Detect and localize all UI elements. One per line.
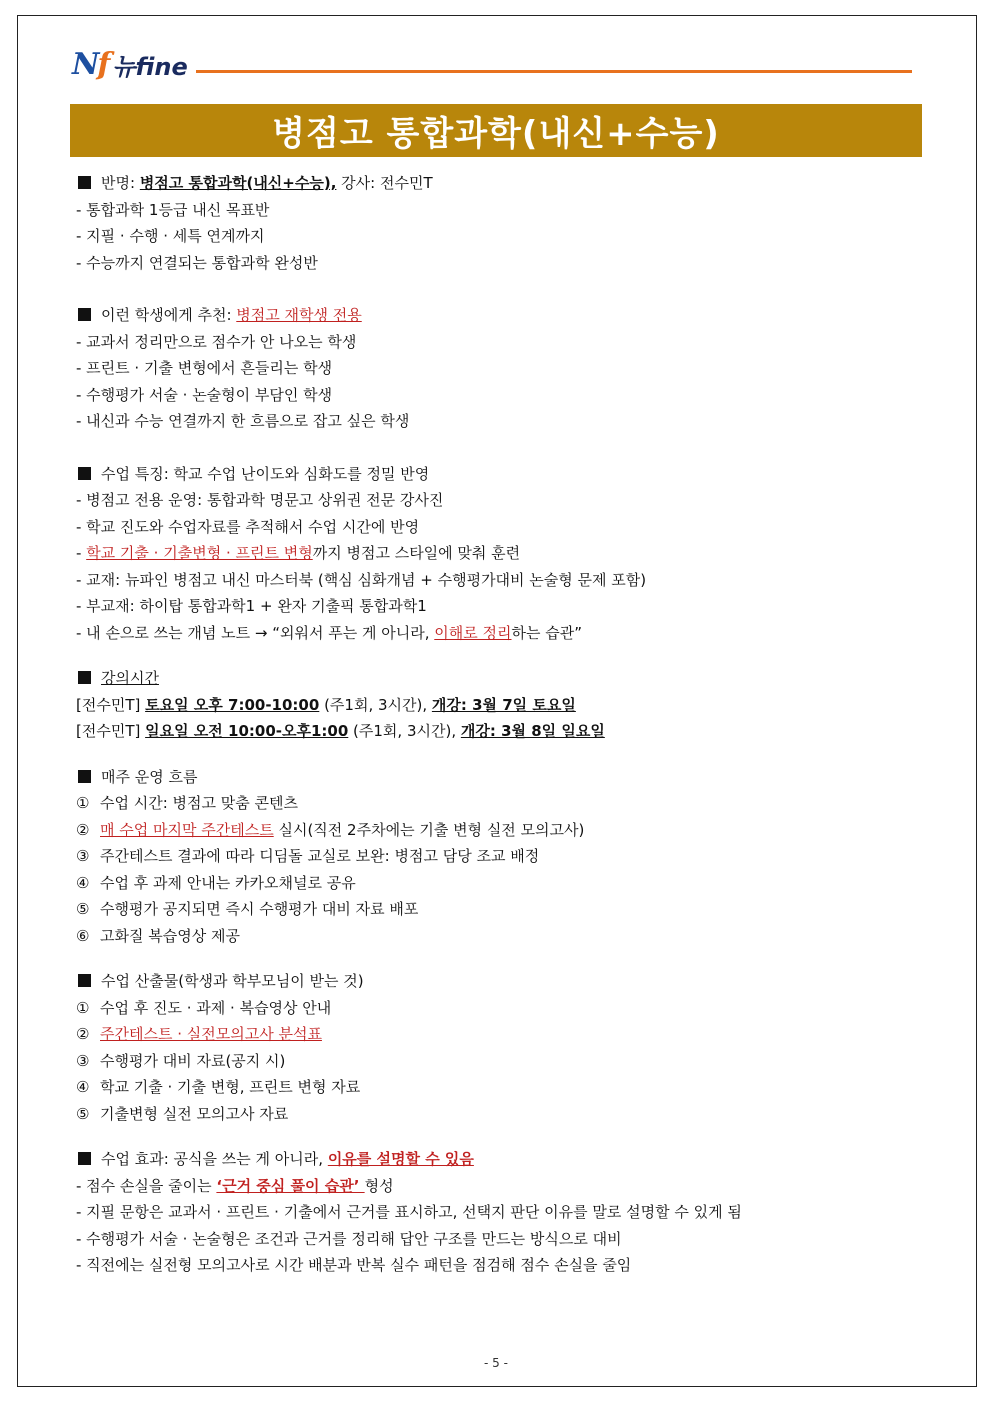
list-item: - 통합과학 1등급 내신 목표반 [76, 200, 270, 219]
recommend-highlight: 병점고 재학생 전용 [236, 306, 362, 324]
item-highlight: 주간테스트 · 실전모의고사 분석표 [100, 1025, 322, 1043]
item-text: 수행평가 대비 자료(공지 시) [100, 1051, 286, 1070]
schedule-time: 일요일 오전 10:00-오후1:00 [145, 722, 349, 740]
list-item [76, 817, 936, 844]
item-number: ① [76, 998, 90, 1017]
section-heading-class [76, 170, 936, 197]
item-highlight: 이해로 정리 [434, 623, 512, 642]
square-bullet-icon [78, 974, 91, 987]
list-item [76, 1048, 936, 1075]
list-item: - 학교 진도와 수업자료를 추적해서 수업 시간에 반영 [76, 517, 420, 536]
list-item: - 부교재: 하이탑 통합과학1 + 완자 기출픽 통합과학1 [76, 597, 427, 615]
section-heading-recommend [76, 302, 936, 329]
heading-text: 강의시간 [101, 669, 159, 687]
item-prefix: - 점수 손실을 줄이는 [76, 1176, 217, 1195]
item-number: ① [76, 794, 90, 812]
page-number: - 5 - [484, 1356, 508, 1370]
item-number: ② [76, 1025, 90, 1043]
item-number: ③ [76, 847, 90, 865]
list-item: - 지필 문항은 교과서 · 프린트 · 기출에서 근거를 표시하고, 선택지 판단 이유를 말로 설명할 수 있게 됨 [76, 1203, 742, 1221]
section-heading-features [76, 461, 936, 488]
list-item [76, 540, 936, 567]
item-number: ② [76, 820, 90, 839]
item-prefix: - [76, 544, 87, 562]
logo-mark [72, 47, 108, 82]
document-body [76, 170, 936, 1279]
section-heading-outputs [76, 968, 936, 995]
heading-text: 수업 특징: 학교 수업 난이도와 심화도를 정밀 반영 [101, 464, 430, 483]
logo-text: 뉴fine [112, 52, 188, 81]
list-item: - 수행평가 서술 · 논술형이 부담인 학생 [76, 385, 333, 404]
list-item: - 프린트 · 기출 변형에서 흔들리는 학생 [76, 359, 333, 377]
schedule-teacher: [전수민T] [76, 695, 146, 714]
list-item: - 교과서 정리만으로 점수가 안 나오는 학생 [76, 332, 357, 351]
square-bullet-icon [78, 308, 91, 321]
list-item [76, 620, 936, 647]
instructor-label: 강사: 전수민T [336, 174, 433, 192]
list-item: - 직전에는 실전형 모의고사로 시간 배분과 반복 실수 패턴을 점검해 점수 손실을 줄임 [76, 1256, 632, 1274]
item-text: 수업 후 진도 · 과제 · 복습영상 안내 [100, 998, 332, 1017]
logo-mark-f: f [97, 46, 109, 82]
list-item [76, 1101, 936, 1128]
item-text: 수업 후 과제 안내는 카카오채널로 공유 [100, 873, 356, 892]
schedule-row [76, 692, 936, 719]
heading-text: 매주 운영 흐름 [101, 767, 198, 786]
header-divider [196, 70, 912, 73]
item-highlight: 매 수업 마지막 주간테스트 [100, 820, 274, 839]
heading-prefix: 수업 효과: 공식을 쓰는 게 아니라, [101, 1150, 328, 1168]
item-text: 수행평가 공지되면 즉시 수행평가 대비 자료 배포 [100, 900, 419, 918]
item-highlight: ‘근거 중심 풀이 습관’ [216, 1176, 365, 1195]
item-number: ④ [76, 873, 90, 892]
list-item: - 지필 · 수행 · 세특 연계까지 [76, 227, 265, 245]
item-text: 실시(직전 2주차에는 기출 변형 실전 모의고사) [273, 820, 585, 839]
list-item [76, 923, 936, 950]
schedule-time: 토요일 오후 7:00-10:00 [145, 695, 320, 714]
section-heading-effect [76, 1146, 936, 1173]
list-item [76, 896, 936, 923]
list-item [76, 870, 936, 897]
item-number: ④ [76, 1078, 90, 1096]
title-banner [70, 104, 922, 157]
list-item [76, 1074, 936, 1101]
heading-highlight: 이유를 설명할 수 있음 [327, 1150, 474, 1168]
item-number: ⑤ [76, 1104, 90, 1123]
square-bullet-icon [78, 467, 91, 480]
list-item: - 병점고 전용 운영: 통합과학 명문고 상위권 전문 강사진 [76, 491, 444, 509]
heading-text: 수업 산출물(학생과 학부모님이 받는 것) [101, 972, 364, 990]
list-item: - 수행평가 서술 · 논술형은 조건과 근거를 정리해 답안 구조를 만드는 방식으로 대비 [76, 1229, 622, 1248]
list-item [76, 790, 936, 817]
square-bullet-icon [78, 176, 91, 189]
list-item: - 수능까지 연결되는 통합과학 완성반 [76, 253, 318, 272]
schedule-detail: (주1회, 3시간), [319, 695, 432, 714]
item-text: 고화질 복습영상 제공 [100, 926, 240, 945]
heading-prefix: 이런 학생에게 추천: [101, 306, 237, 324]
item-number: ③ [76, 1051, 90, 1070]
item-number: ⑥ [76, 926, 90, 945]
list-item: - 내신과 수능 연결까지 한 흐름으로 잡고 싶은 학생 [76, 412, 410, 430]
item-suffix: 까지 병점고 스타일에 맞춰 훈련 [312, 544, 521, 562]
section-heading-weekly [76, 764, 936, 791]
square-bullet-icon [78, 1152, 91, 1165]
heading-prefix: 반명: [101, 174, 140, 192]
logo-mark-n: N [72, 46, 98, 82]
list-item: - 교재: 뉴파인 병점고 내신 마스터북 (핵심 심화개념 + 수행평가대비 논술형 문제 포함) [76, 570, 647, 589]
brand-logo [72, 46, 188, 82]
list-item [76, 1021, 936, 1048]
square-bullet-icon [78, 671, 91, 684]
schedule-detail: (주1회, 3시간), [348, 722, 461, 740]
item-suffix: 하는 습관” [511, 623, 582, 642]
list-item [76, 995, 936, 1022]
schedule-open-date: 개강: 3월 8일 일요일 [460, 722, 605, 740]
item-suffix: 형성 [364, 1176, 394, 1195]
section-heading-schedule [76, 665, 936, 692]
item-text: 학교 기출 · 기출 변형, 프린트 변형 자료 [100, 1078, 361, 1096]
item-text: 주간테스트 결과에 따라 디딤돌 교실로 보완: 병점고 담당 조교 배정 [100, 847, 540, 865]
list-item [76, 1173, 936, 1200]
schedule-open-date: 개강: 3월 7일 토요일 [431, 695, 576, 714]
schedule-teacher: [전수민T] [76, 722, 146, 740]
item-text: 수업 시간: 병점고 맞춤 콘텐츠 [100, 794, 299, 812]
item-number: ⑤ [76, 900, 90, 918]
item-text: 기출변형 실전 모의고사 자료 [100, 1104, 289, 1123]
square-bullet-icon [78, 770, 91, 783]
item-highlight: 학교 기출 · 기출변형 · 프린트 변형 [86, 544, 313, 562]
class-name: 병점고 통합과학(내신+수능), [139, 174, 337, 192]
item-prefix: - 내 손으로 쓰는 개념 노트 → “외워서 푸는 게 아니라, [76, 623, 435, 642]
schedule-row [76, 718, 936, 745]
page-title: 병점고 통합과학(내신+수능) [272, 114, 720, 154]
list-item [76, 843, 936, 870]
